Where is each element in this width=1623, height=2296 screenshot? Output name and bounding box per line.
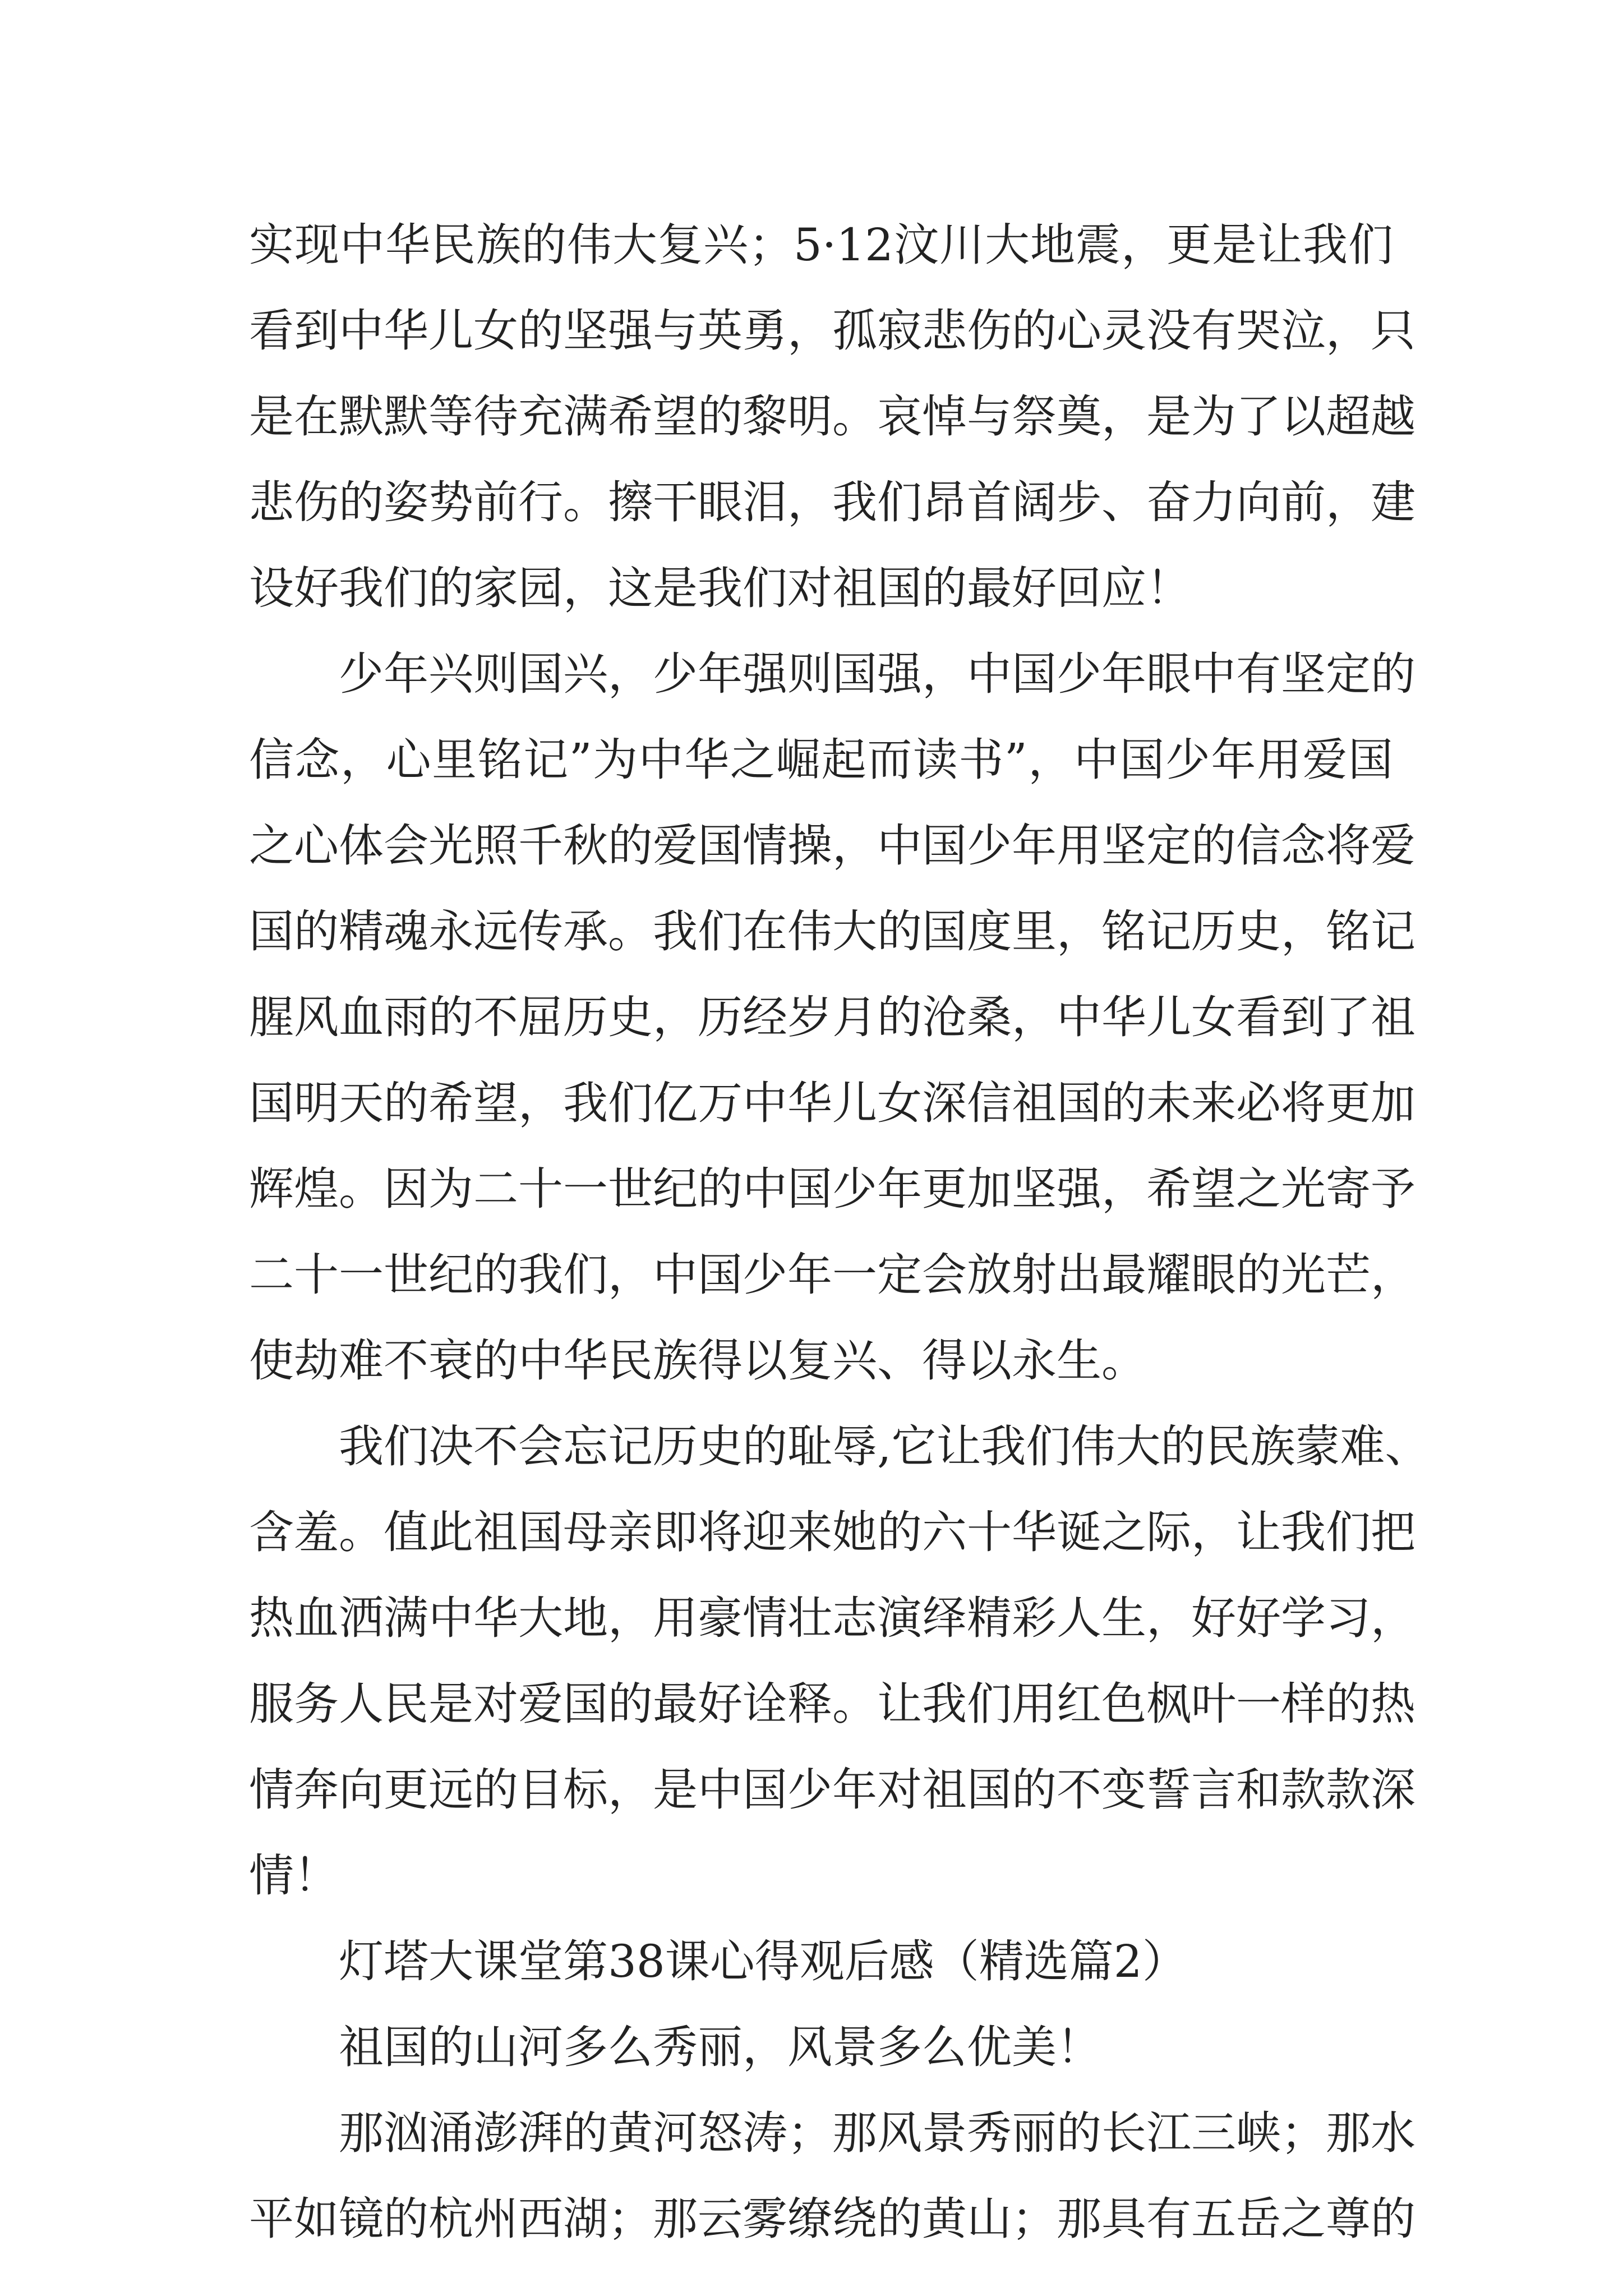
text-line: 服务人民是对爱国的最好诠释。让我们用红色枫叶一样的热 — [249, 1678, 1415, 1730]
text-line: 看到中华儿女的坚强与英勇，孤寂悲伤的心灵没有哭泣，只 — [249, 305, 1415, 357]
text-line: 腥风血雨的不屈历史，历经岁月的沧桑，中华儿女看到了祖 — [249, 991, 1415, 1043]
text-line: 信念，心里铭记”为中华之崛起而读书”，中国少年用爱国 — [249, 734, 1393, 786]
text-line: 悲伤的姿势前行。擦干眼泪，我们昂首阔步、奋力向前，建 — [249, 476, 1415, 528]
text-line: 少年兴则国兴，少年强则国强，中国少年眼中有坚定的 — [339, 648, 1415, 700]
text-line: 辉煌。因为二十一世纪的中国少年更加坚强，希望之光寄予 — [249, 1163, 1415, 1215]
text-line: 国明天的希望，我们亿万中华儿女深信祖国的未来必将更加 — [249, 1077, 1415, 1129]
text-line: 热血洒满中华大地，用豪情壮志演绎精彩人生，好好学习， — [249, 1592, 1415, 1644]
text-line: 祖国的山河多么秀丽，风景多么优美！ — [339, 2021, 1101, 2073]
text-line: 情奔向更远的目标，是中国少年对祖国的不变誓言和款款深 — [249, 1764, 1415, 1816]
document-body — [249, 202, 1430, 2262]
text-line: 含羞。值此祖国母亲即将迎来她的六十华诞之际，让我们把 — [249, 1506, 1415, 1558]
text-line: 是在默默等待充满希望的黎明。哀悼与祭奠，是为了以超越 — [249, 390, 1415, 443]
text-line: 我们决不会忘记历史的耻辱,它让我们伟大的民族蒙难、 — [339, 1420, 1430, 1473]
text-line: 之心体会光照千秋的爱国情操，中国少年用坚定的信念将爱 — [249, 820, 1415, 872]
text-line: 国的精魂永远传承。我们在伟大的国度里，铭记历史，铭记 — [249, 905, 1415, 958]
text-line: 二十一世纪的我们，中国少年一定会放射出最耀眼的光芒， — [249, 1249, 1415, 1301]
text-line: 使劫难不衰的中华民族得以复兴、得以永生。 — [249, 1335, 1146, 1387]
text-line: 平如镜的杭州西湖；那云雾缭绕的黄山；那具有五岳之尊的 — [249, 2193, 1415, 2245]
text-line: 设好我们的家园，这是我们对祖国的最好回应！ — [249, 562, 1191, 614]
text-line: 情！ — [249, 1849, 339, 1902]
text-line: 灯塔大课堂第38课心得观后感（精选篇2） — [339, 1935, 1187, 1987]
text-line: 那汹涌澎湃的黄河怒涛；那风景秀丽的长江三峡；那水 — [339, 2107, 1415, 2159]
text-line: 实现中华民族的伟大复兴；5·12汶川大地震，更是让我们 — [249, 219, 1393, 271]
